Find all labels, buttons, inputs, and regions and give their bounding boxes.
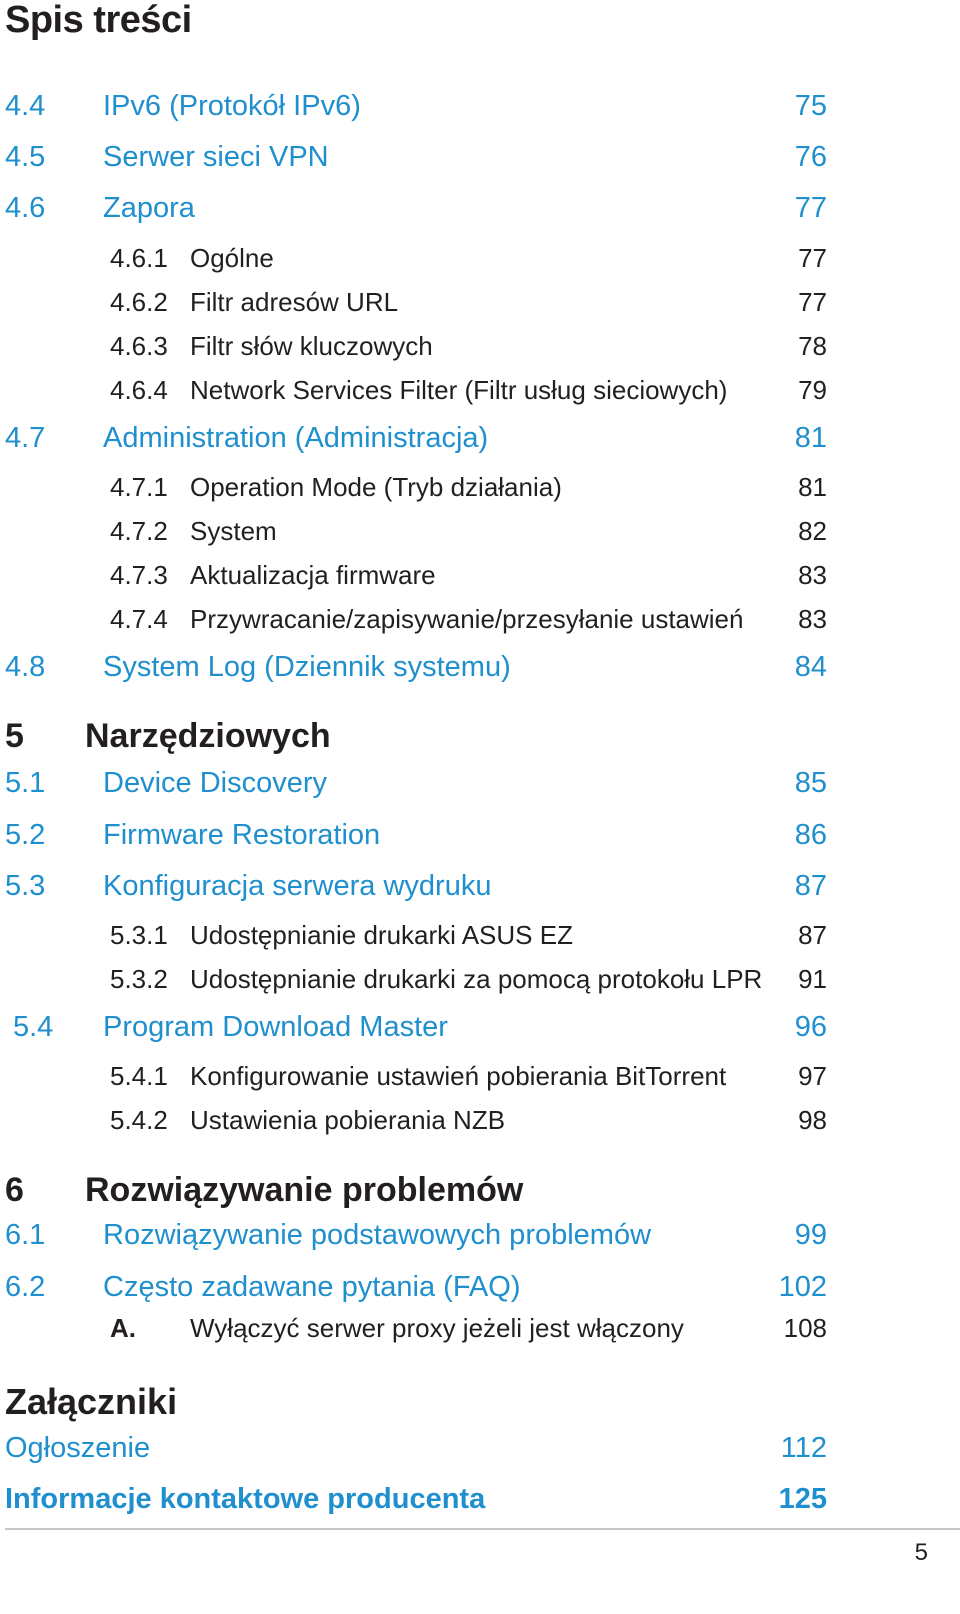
page-ref: 98 [798,1105,827,1135]
entry-label: Operation Mode (Tryb działania) [190,472,562,502]
section-number: 4.6.4 [110,375,168,405]
toc-entry-4-8[interactable] [5,647,827,687]
section-number: 4.7 [5,422,46,454]
entry-label: Wyłączyć serwer proxy jeżeli jest włączony [190,1313,684,1343]
appendix-heading: Załączniki [5,1381,178,1422]
entry-label: Rozwiązywanie podstawowych problemów [103,1219,652,1251]
section-number: 5.1 [5,767,46,799]
page-ref: 85 [794,767,827,799]
toc-entry-4-6-2[interactable] [110,284,827,320]
section-number: 4.6 [5,192,46,224]
entry-label: Udostępnianie drukarki ASUS EZ [190,920,573,950]
page-ref: 76 [794,141,827,173]
toc-entry-4-7-3[interactable] [110,557,827,593]
page-ref: 79 [798,375,827,405]
toc-entry-4-6-1[interactable] [110,240,827,276]
entry-label: Aktualizacja firmware [190,560,436,590]
page-ref: 83 [798,604,827,634]
toc-entry-4-6-3[interactable] [110,328,827,364]
section-number: 5.4 [13,1011,54,1043]
page-ref: 77 [798,287,827,317]
page-ref: 102 [778,1271,827,1303]
chapter-number: 6 [5,1171,24,1209]
page-ref: 108 [783,1313,827,1343]
entry-label: Filtr adresów URL [190,287,399,317]
page-ref: 87 [794,870,827,902]
entry-label: Filtr słów kluczowych [190,331,433,361]
page-ref: 84 [794,651,827,683]
toc-entry-5-3-1[interactable] [110,917,827,953]
toc-entry-4-7-4[interactable] [110,601,827,637]
section-number: 4.4 [5,90,46,122]
chapter-number: 5 [5,717,24,755]
page-number: 5 [914,1539,928,1566]
page-ref: 77 [794,192,827,224]
page-ref: 99 [794,1219,827,1251]
section-number: 4.7.3 [110,560,168,590]
section-number: 4.8 [5,651,46,683]
toc-entry-4-4[interactable] [5,86,827,126]
toc-entry-5-1[interactable] [5,763,827,803]
toc-entry-5-4-1[interactable] [110,1058,827,1094]
toc-entry-6-1[interactable] [5,1215,827,1255]
section-number: 5.3 [5,870,46,902]
page-title: Spis treści [5,0,192,41]
entry-label: Udostępnianie drukarki za pomocą protokołu LPR [190,964,763,994]
entry-label: System [190,516,277,546]
entry-label: Serwer sieci VPN [103,141,329,173]
section-number: 4.7.2 [110,516,168,546]
section-number: 5.4.1 [110,1061,168,1091]
toc-entry-6-a[interactable] [110,1310,827,1346]
entry-label: System Log (Dziennik systemu) [103,651,511,683]
page-ref: 83 [798,560,827,590]
entry-label: Ogłoszenie [5,1432,151,1464]
section-number: 5.3.2 [110,964,168,994]
entry-label: Ogólne [190,243,274,273]
toc-entry-4-7-2[interactable] [110,513,827,549]
section-number: 5.4.2 [110,1105,168,1135]
toc-entry-4-7[interactable] [5,418,827,458]
section-number: 6.2 [5,1271,46,1303]
section-number: 4.7.4 [110,604,168,634]
entry-label: Ustawienia pobierania NZB [190,1105,506,1135]
entry-label: Przywracanie/zapisywanie/przesyłanie ustawień [190,604,744,634]
page-ref: 91 [798,964,827,994]
entry-label: Program Download Master [103,1011,448,1043]
entry-label: IPv6 (Protokół IPv6) [103,90,361,122]
entry-label: Często zadawane pytania (FAQ) [103,1271,521,1303]
toc-entry-contact-info[interactable] [5,1479,827,1519]
section-number: 4.6.1 [110,243,168,273]
section-number: 5.3.1 [110,920,168,950]
page-ref: 81 [798,472,827,502]
page-ref: 96 [794,1011,827,1043]
entry-label: Konfigurowanie ustawień pobierania BitTorrent [190,1061,727,1091]
chapter-title: Narzędziowych [85,717,331,755]
page-ref: 82 [798,516,827,546]
entry-label: Administration (Administracja) [103,422,489,454]
toc-entry-5-3-2[interactable] [110,961,827,997]
toc-entry-5-4-2[interactable] [110,1102,827,1138]
page-ref: 86 [794,819,827,851]
section-number: 4.5 [5,141,46,173]
section-number: 4.6.2 [110,287,168,317]
section-number: 4.7.1 [110,472,168,502]
section-number: 4.6.3 [110,331,168,361]
toc-entry-5-2[interactable] [5,815,827,855]
toc-entry-5-4[interactable] [5,1007,827,1047]
toc-entry-notices[interactable] [5,1428,827,1468]
page-ref: 81 [794,422,827,454]
page-ref: 112 [780,1432,827,1464]
page-ref: 77 [798,243,827,273]
page-ref: 87 [798,920,827,950]
entry-label: Firmware Restoration [103,819,381,851]
entry-label: Konfiguracja serwera wydruku [103,870,492,902]
toc-entry-6-2[interactable] [5,1267,827,1307]
entry-label: Device Discovery [103,767,327,799]
toc-entry-4-6[interactable] [5,188,827,228]
section-number: 6.1 [5,1219,46,1251]
toc-entry-4-6-4[interactable] [110,372,827,408]
footer-rule [5,1528,960,1530]
section-number: 5.2 [5,819,46,851]
page-ref: 125 [778,1483,827,1515]
entry-label: Zapora [103,192,195,224]
toc-entry-4-5[interactable] [5,137,827,177]
chapter-title: Rozwiązywanie problemów [85,1171,524,1209]
entry-label: Informacje kontaktowe producenta [5,1483,486,1515]
page-ref: 75 [794,90,827,122]
entry-label: Network Services Filter (Filtr usług sieciowych) [190,375,728,405]
section-number: A. [110,1313,136,1343]
page-ref: 97 [798,1061,827,1091]
toc-entry-5-3[interactable] [5,866,827,906]
toc-entry-4-7-1[interactable] [110,469,827,505]
page-ref: 78 [798,331,827,361]
